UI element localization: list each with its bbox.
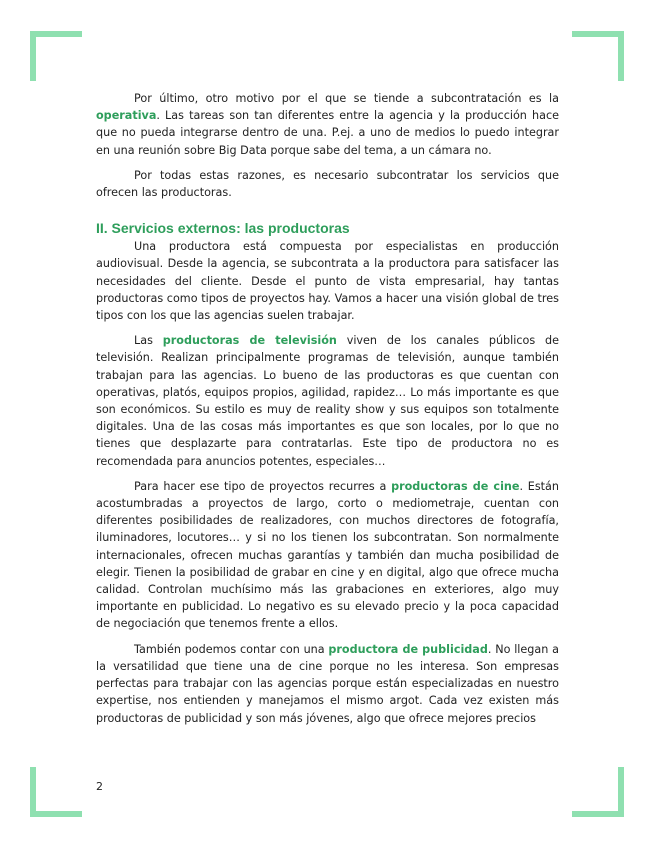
paragraphs-after-section: [96, 238, 559, 726]
paragraph-text: viven de los canales públicos de televisión. Realizan principalmente programas de televisión, aunque también trabajan para las agencias. Lo bueno de las productoras es que cuentan con operativas, platós, equipos propios, agilidad, rapidez… Lo más importante es que son económicos. Su estilo es muy de reality show y sus equipos son totalmente digitales. Una de las cosas más importantes es que son locales, por lo que no tienes que desplazarte para contratarlas. Este tipo de productora no es recomendada para anuncios potentes, especiales…: [96, 334, 559, 468]
frame-corner-bottom-right-vertical: [618, 767, 624, 817]
paragraphs-before-section: [96, 90, 559, 201]
paragraph-text: . Están acostumbradas a proyectos de largo, corto o mediometraje, cuentan con diferentes posibilidades de realizadores, con muchos directores de fotografía, iluminadores, locutores… y si no los tienen los subcontratan. Son normalmente internacionales, ofrecen muchas garantías y también dan mucha posibilidad de elegir. Tienen la posibilidad de grabar en cine y en digital, algo que ofrece mucha calidad. Controlan muchísimo más las grabaciones en exteriores, algo muy importante en publicidad. Lo negativo es su elevado precio y la poca capacidad de negociación que tenemos frente a ellos.: [96, 479, 559, 631]
frame-corner-top-right-vertical: [618, 31, 624, 81]
page-number: 2: [96, 780, 103, 793]
paragraph: [96, 90, 559, 159]
frame-corner-top-left-horizontal: [30, 31, 82, 37]
paragraph-text: Las: [134, 334, 163, 348]
paragraph: [96, 238, 559, 324]
paragraph-text: Por todas estas razones, es necesario subcontratar los servicios que ofrecen las productoras.: [96, 168, 559, 200]
frame-corner-bottom-left-horizontal: [30, 811, 82, 817]
paragraph: [96, 332, 559, 470]
paragraph-text: Para hacer ese tipo de proyectos recurres a: [134, 479, 392, 493]
section-title: II. Servicios externos: las productoras: [96, 220, 350, 237]
frame-corner-bottom-right-horizontal: [572, 811, 624, 817]
frame-corner-top-right-horizontal: [572, 31, 624, 37]
paragraph: [96, 167, 559, 201]
paragraph-text: . No llegan a la versatilidad que tiene una de cine porque no les interesa. Son empresas perfectas para trabajar con las agencias porque están especializadas en nuestro expertise, nos entienden y manejamos el mismo argot. Cada vez existen más productoras de publicidad y son más jóvenes, algo que ofrece mejores precios: [96, 642, 559, 725]
frame-corner-bottom-left-vertical: [30, 767, 36, 817]
highlighted-term: operativa: [96, 109, 157, 123]
paragraph-text: Por último, otro motivo por el que se tiende a subcontratación es la: [134, 92, 559, 105]
paragraph: [96, 478, 559, 633]
highlighted-term: productora de publicidad: [328, 642, 488, 656]
paragraph-text: Una productora está compuesta por especialistas en producción audiovisual. Desde la agencia, se subcontrata a la productora para satisfacer las necesidades del cliente. Desde el punto de vista empresarial, hay tantas productoras como tipos de proyectos hay. Vamos a hacer una visión global de tres tipos con los que las agencias suelen trabajar.: [96, 240, 559, 323]
paragraph-text: . Las tareas son tan diferentes entre la agencia y la producción hace que no pueda integrarse dentro de una. P.ej. a uno de medios lo puedo integrar en una reunión sobre Big Data porque sabe del tema, a un cámara no.: [96, 109, 559, 157]
paragraph-text: También podemos contar con una: [134, 642, 329, 656]
highlighted-term: productoras de televisión: [162, 334, 337, 348]
paragraph: [96, 641, 559, 727]
highlighted-term: productoras de cine: [391, 479, 520, 493]
page-body: [96, 90, 559, 735]
frame-corner-top-left-vertical: [30, 31, 36, 81]
